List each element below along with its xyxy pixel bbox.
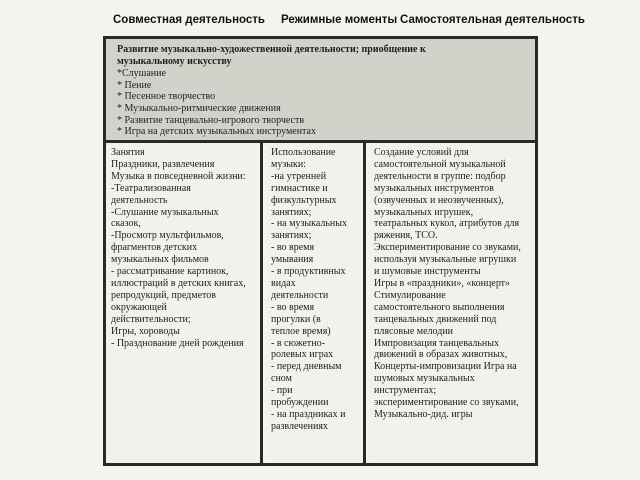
cell-line: - Празднование дней рождения	[111, 337, 244, 349]
joint-activity-cell	[106, 143, 263, 463]
cell-line: самостоятельного выполнения	[374, 301, 505, 313]
list-item: * Музыкально-ритмические движения	[117, 102, 281, 114]
cell-line: - на музыкальных	[271, 218, 347, 230]
cell-line: ряжения, ТСО.	[374, 230, 438, 242]
cell-line: Игры в «праздники», «концерт»	[374, 277, 511, 289]
cell-line: - перед дневным	[271, 361, 342, 373]
cell-line: фрагментов детских	[111, 242, 198, 254]
list-item: * Пение	[117, 79, 152, 91]
cell-line: деятельность	[111, 194, 168, 206]
cell-line: действительности;	[111, 313, 191, 325]
cell-line: плясовые мелодии	[374, 325, 454, 337]
cell-line: Стимулирование	[374, 289, 446, 301]
cell-line: музыкальных фильмов	[111, 254, 209, 266]
cell-line: Праздники, развлечения	[111, 158, 215, 170]
music-development-cell	[106, 39, 535, 143]
cell-line: Импровизация танцевальных	[374, 337, 499, 349]
cell-line: пробуждении	[271, 397, 329, 409]
cell-line: -на утренней	[271, 170, 327, 182]
cell-line: танцевальных движений под	[374, 313, 497, 325]
cell-line: Использование	[271, 147, 336, 158]
cell-line: занятиях;	[271, 230, 312, 242]
cell-line: экспериментирование со звуками,	[374, 397, 519, 409]
title-line: музыкальному искусству	[117, 55, 232, 67]
column-headers	[0, 14, 640, 32]
cell-line: инструментах;	[374, 385, 437, 397]
independent-activity-cell	[369, 143, 535, 463]
cell-line: музыки:	[271, 158, 306, 170]
list-item: * Песенное творчество	[117, 91, 216, 103]
cell-line: Концерты-импровизации Игра на	[374, 361, 517, 373]
cell-line: теплое время)	[271, 325, 331, 337]
header-independent-activity: Самостоятельная деятельность	[400, 14, 585, 26]
cell-line: иллюстраций в детских книгах,	[111, 277, 246, 289]
cell-line: - во время	[271, 301, 315, 313]
cell-line: -Слушание музыкальных	[111, 206, 219, 218]
cell-line: музыкальных игрушек,	[374, 206, 474, 218]
cell-line: театральных кукол, атрибутов для	[374, 218, 520, 230]
cell-line: - рассматривание картинок,	[111, 266, 229, 278]
cell-line: самостоятельной музыкальной	[374, 158, 506, 170]
activity-table	[103, 36, 538, 466]
cell-line: и шумовые инструменты	[374, 266, 481, 278]
title-line: Развитие музыкально-художественной деятельности; приобщение к	[117, 44, 426, 55]
cell-line: (озвученных и неозвученных),	[374, 194, 504, 206]
cell-line: деятельности в группе: подбор	[374, 170, 506, 182]
cell-line: сном	[271, 373, 292, 385]
cell-line: Музыкально-дид. игры	[374, 408, 473, 420]
cell-line: гимнастике и	[271, 182, 328, 194]
cell-line: - в сюжетно-	[271, 337, 325, 349]
cell-line: окружающей	[111, 301, 167, 313]
list-item: * Развитие танцевально-игрового творчеств	[117, 114, 305, 126]
cell-line: - во время	[271, 242, 315, 254]
cell-line: используя музыкальные игрушки	[374, 254, 517, 266]
cell-line: - при	[271, 385, 293, 397]
header-routine-moments: Режимные моменты	[281, 14, 398, 26]
cell-line: физкультурных	[271, 194, 337, 206]
cell-line: ролевых играх	[271, 349, 334, 361]
cell-line: движений в образах животных,	[374, 349, 508, 361]
list-item: * Игра на детских музыкальных инструментах	[117, 126, 316, 138]
list-item: *Слушание	[117, 68, 166, 80]
header-joint-activity: Совместная деятельность	[113, 14, 265, 26]
cell-line: развлечениях	[271, 420, 328, 432]
cell-line: Занятия	[111, 147, 145, 158]
cell-line: Создание условий для	[374, 147, 469, 158]
cell-line: занятиях;	[271, 206, 312, 218]
cell-line: - на праздниках и	[271, 408, 346, 420]
music-development-title	[117, 44, 527, 67]
cell-line: музыкальных инструментов	[374, 182, 494, 194]
cell-line: -Театрализованная	[111, 182, 191, 194]
routine-moments-cell	[266, 143, 366, 463]
cell-line: деятельности	[271, 289, 329, 301]
cell-line: Экспериментирование со звуками,	[374, 242, 521, 254]
cell-line: шумовых музыкальных	[374, 373, 475, 385]
cell-line: сказок,	[111, 218, 141, 230]
cell-line: репродукций, предметов	[111, 289, 216, 301]
cell-line: -Просмотр мультфильмов,	[111, 230, 224, 242]
cell-line: прогулки (в	[271, 313, 321, 325]
cell-line: Игры, хороводы	[111, 325, 180, 337]
cell-line: - в продуктивных	[271, 266, 346, 278]
activity-types-list	[117, 68, 527, 138]
cell-line: Музыка в повседневной жизни:	[111, 170, 246, 182]
cell-line: умывания	[271, 254, 314, 266]
cell-line: видах	[271, 277, 296, 289]
